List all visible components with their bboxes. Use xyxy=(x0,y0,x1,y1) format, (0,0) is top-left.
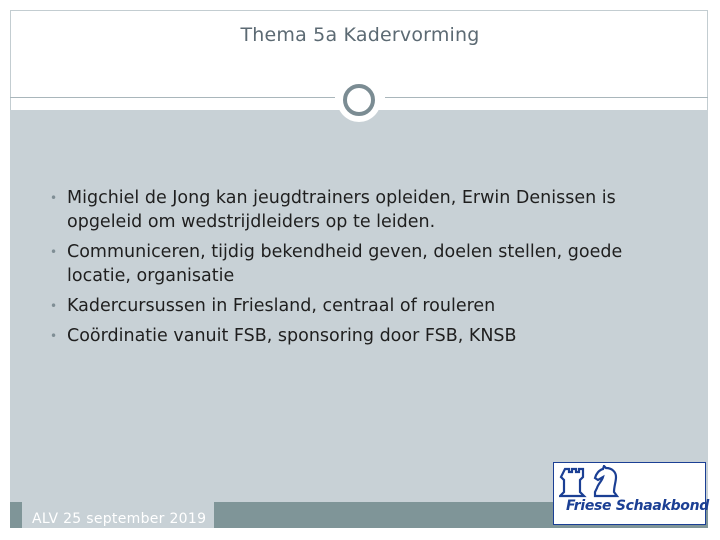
friese-schaakbond-logo xyxy=(553,462,710,525)
slide-title: Thema 5a Kadervorming xyxy=(240,24,480,46)
bullet-item xyxy=(50,294,690,318)
bullet-list xyxy=(50,186,690,354)
title-divider-left xyxy=(10,97,335,98)
bullet-item xyxy=(50,186,690,234)
bullet-dot-icon: • xyxy=(50,299,58,313)
bullet-dot-icon: • xyxy=(50,191,58,205)
bullet-dot-icon: • xyxy=(50,329,58,343)
ring-ornament-icon xyxy=(337,78,381,122)
bullet-item xyxy=(50,324,690,348)
ring-inner xyxy=(343,84,375,116)
title-divider-right xyxy=(385,97,708,98)
bullet-text: Kadercursussen in Friesland, centraal of rouleren xyxy=(67,296,496,316)
footer-date: ALV 25 september 2019 xyxy=(32,511,207,527)
bullet-text: Communiceren, tijdig bekendheid geven, doelen stellen, goede locatie, organisatie xyxy=(67,242,623,286)
bullet-item xyxy=(50,240,690,288)
bullet-text: Migchiel de Jong kan jeugdtrainers opleiden, Erwin Denissen is opgeleid om wedstrijdleiders op te leiden. xyxy=(67,188,616,232)
chess-rook-knight-icon xyxy=(559,465,629,499)
bullet-dot-icon: • xyxy=(50,245,58,259)
bullet-text: Coördinatie vanuit FSB, sponsoring door FSB, KNSB xyxy=(67,326,517,346)
logo-wordmark: Friese Schaakbond xyxy=(566,498,710,514)
